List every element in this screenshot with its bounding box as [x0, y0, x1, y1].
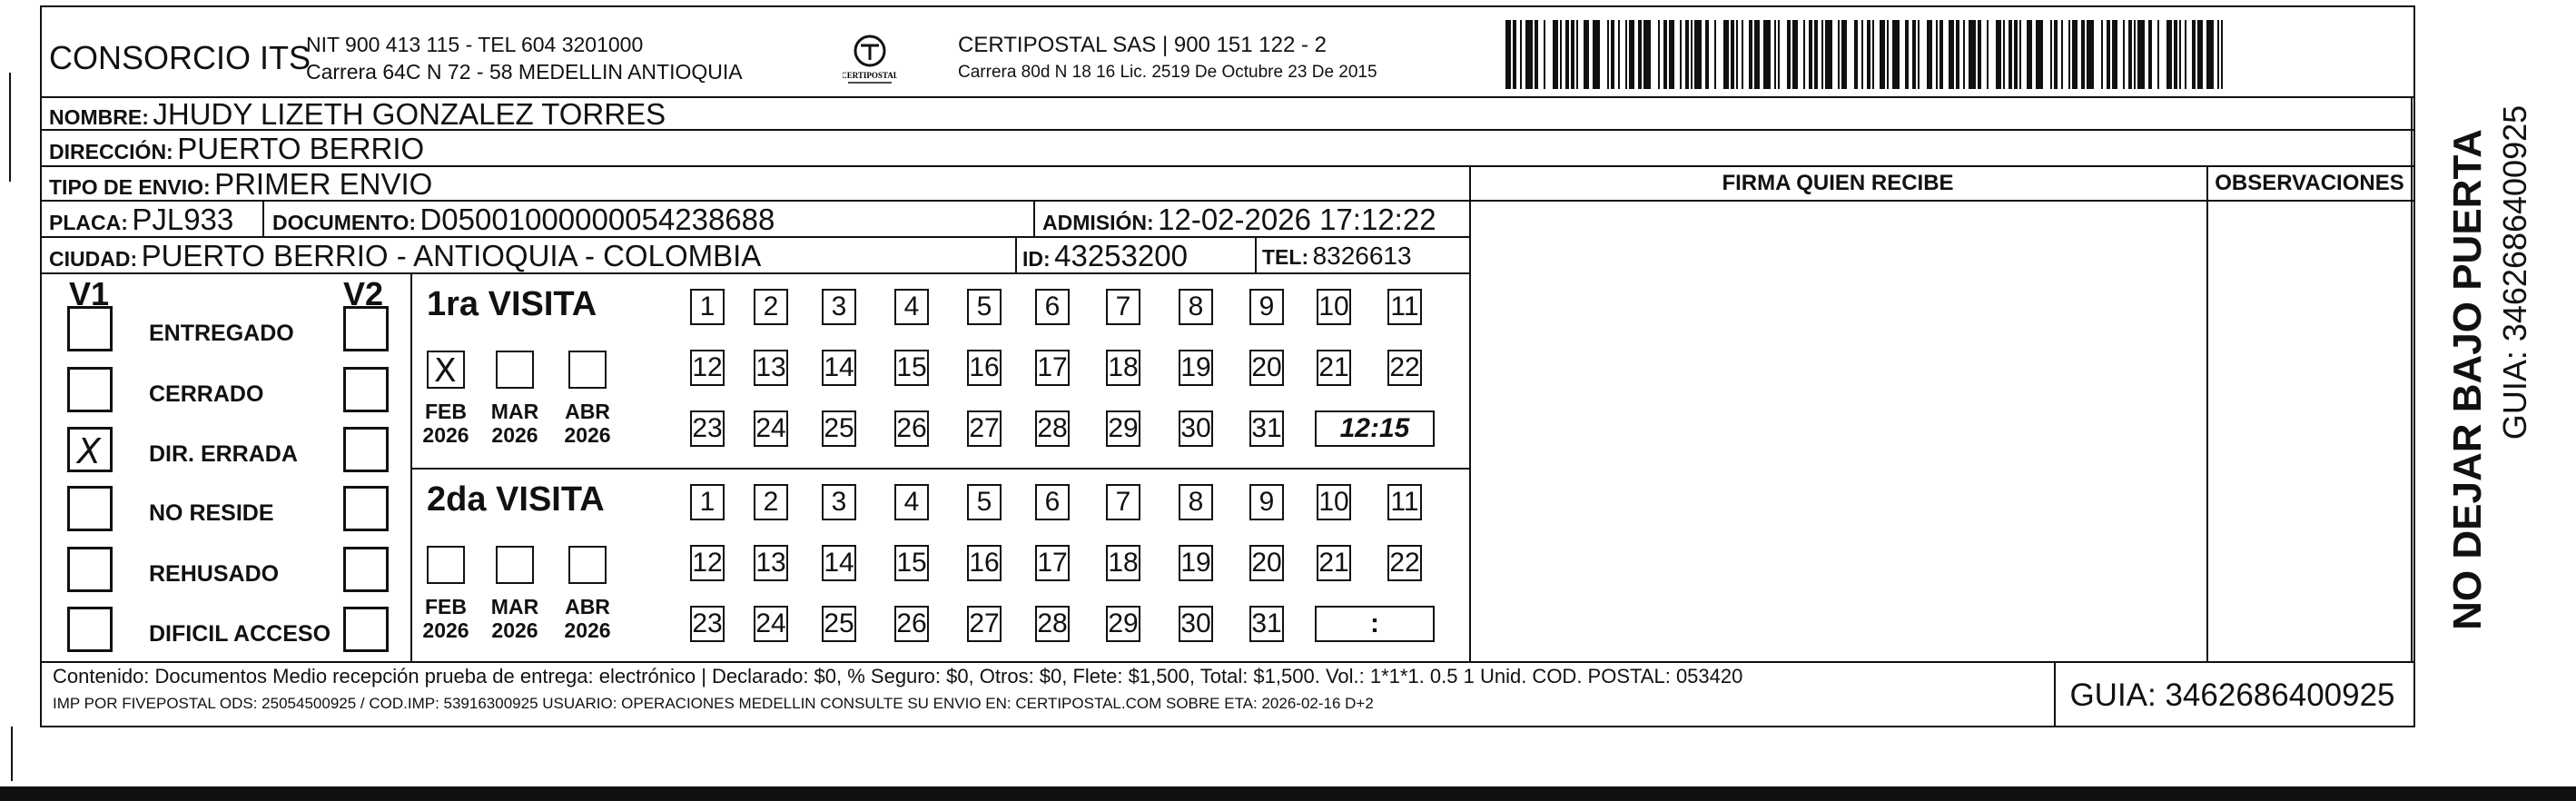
month-checkbox[interactable]: [568, 546, 607, 584]
v2-checkbox[interactable]: [343, 367, 389, 412]
time-box[interactable]: 12:15: [1315, 410, 1435, 447]
bottom-left-mark: [11, 727, 13, 781]
visit-title: 2da VISITA: [427, 480, 605, 519]
day-box[interactable]: 14: [822, 545, 856, 581]
day-box[interactable]: 14: [822, 350, 856, 386]
barcode-gap: [2094, 20, 2101, 89]
day-box[interactable]: 12: [690, 545, 725, 581]
v1-checkbox[interactable]: [67, 547, 113, 592]
month-checkbox[interactable]: [427, 351, 465, 389]
row-line-6: [410, 468, 1469, 470]
day-box[interactable]: 27: [967, 410, 1002, 447]
day-box[interactable]: 4: [894, 289, 929, 325]
documento-row: [272, 204, 775, 234]
barcode-gap: [2223, 20, 2230, 89]
day-box[interactable]: 2: [754, 289, 788, 325]
day-box[interactable]: 7: [1106, 484, 1140, 520]
id-value: 43253200: [1054, 239, 1188, 272]
month-label: [414, 400, 478, 448]
month-year: 2026: [491, 423, 538, 448]
v1-header: V1: [69, 275, 110, 312]
nit-line: NIT 900 413 115 - TEL 604 3201000: [306, 33, 644, 56]
barcode-bar: [1892, 20, 1900, 89]
day-box[interactable]: 23: [690, 410, 725, 447]
day-box[interactable]: 29: [1106, 606, 1140, 642]
no-dejar-bajo-puerta: NO DEJAR BAJO PUERTA: [2445, 129, 2490, 630]
v2-checkbox[interactable]: [343, 486, 389, 531]
barcode-gap: [1780, 20, 1787, 89]
month-checkbox[interactable]: [427, 546, 465, 584]
day-box[interactable]: 16: [967, 350, 1002, 386]
barcode-gap: [2043, 20, 2050, 89]
day-box[interactable]: 31: [1249, 410, 1284, 447]
admision-label: ADMISIÓN:: [1042, 211, 1154, 234]
nombre-row: [49, 99, 666, 129]
month-label: [483, 595, 547, 643]
barcode-bar: [2137, 20, 2145, 89]
tel-divider: [1255, 236, 1257, 272]
firma-header: FIRMA QUIEN RECIBE: [1722, 171, 1954, 195]
admision-row: [1042, 204, 1436, 234]
v1-check-mark: X: [77, 431, 102, 471]
day-box[interactable]: 28: [1035, 606, 1070, 642]
barcode-bar: [2036, 20, 2043, 89]
left-edge-mark: [9, 73, 11, 182]
barcode-gap: [1847, 20, 1854, 89]
v1-checkbox[interactable]: [67, 367, 113, 412]
day-box[interactable]: 12: [690, 350, 725, 386]
barcode-gap: [1989, 20, 1996, 89]
day-box[interactable]: 11: [1387, 484, 1422, 520]
documento-value: D05001000000054238688: [419, 203, 775, 236]
month-name: ABR: [565, 400, 610, 423]
nombre-label: NOMBRE:: [49, 105, 149, 129]
ciudad-value: PUERTO BERRIO - ANTIOQUIA - COLOMBIA: [141, 239, 762, 272]
day-box[interactable]: 5: [967, 484, 1002, 520]
day-box[interactable]: 22: [1387, 545, 1422, 581]
status-label: CERRADO: [149, 381, 264, 407]
day-box[interactable]: 30: [1179, 410, 1213, 447]
status-label: ENTREGADO: [149, 321, 294, 346]
tipo-envio-value: PRIMER ENVIO: [214, 167, 433, 201]
status-divider: [410, 272, 412, 661]
tel-value: 8326613: [1312, 242, 1412, 270]
barcode-bar: [1825, 20, 1832, 89]
v2-checkbox[interactable]: [343, 547, 389, 592]
day-box[interactable]: 9: [1249, 289, 1284, 325]
footer-top-line: [40, 661, 2415, 663]
id-divider: [1015, 236, 1017, 272]
day-box[interactable]: 27: [967, 606, 1002, 642]
barcode-bar: [1763, 20, 1771, 89]
day-box[interactable]: 26: [894, 606, 929, 642]
row-line-5: [40, 272, 1469, 274]
month-label: [556, 400, 619, 448]
documento-label: DOCUMENTO:: [272, 211, 417, 234]
day-box[interactable]: 13: [754, 545, 788, 581]
day-box[interactable]: 18: [1106, 350, 1140, 386]
v2-header: V2: [343, 275, 384, 312]
observaciones-left-border: [2206, 165, 2208, 661]
nombre-value: JHUDY LIZETH GONZALEZ TORRES: [153, 97, 666, 131]
barcode-gap: [1545, 20, 1553, 89]
v2-checkbox[interactable]: [343, 427, 389, 472]
admision-value: 12-02-2026 17:12:22: [1158, 203, 1436, 236]
ciudad-row: [49, 241, 761, 271]
side-right-border: [2411, 96, 2413, 661]
month-year: 2026: [422, 618, 469, 643]
status-label: DIFICIL ACCESO: [149, 621, 331, 647]
month-checkbox[interactable]: [568, 351, 607, 389]
placa-row: [49, 204, 233, 234]
month-checkbox[interactable]: [496, 351, 534, 389]
footer-guia-box: GUIA: 3462686400925: [2069, 677, 2395, 713]
month-name: ABR: [565, 595, 610, 618]
barcode-bar: [1969, 20, 1976, 89]
time-box[interactable]: :: [1315, 606, 1435, 642]
day-box[interactable]: 6: [1035, 484, 1070, 520]
day-box[interactable]: 17: [1035, 350, 1070, 386]
firma-left-border: [1469, 165, 1471, 661]
day-box[interactable]: 17: [1035, 545, 1070, 581]
direccion-value: PUERTO BERRIO: [177, 132, 425, 165]
id-label: ID:: [1022, 247, 1051, 271]
footer-imp: IMP POR FIVEPOSTAL ODS: 25054500925 / COD.IMP: 53916300925 USUARIO: OPERACIONES MEDELLIN CONSULTE SU ENVIO EN: CERTIPOSTAL.COM SOBRE ETA: 2026-02-16 D+2: [53, 695, 1374, 712]
direccion-row: [49, 134, 424, 163]
day-box[interactable]: 18: [1106, 545, 1140, 581]
barcode-gap: [1716, 20, 1723, 89]
day-box[interactable]: 23: [690, 606, 725, 642]
month-year: 2026: [564, 423, 611, 448]
v1-checkbox[interactable]: [67, 607, 113, 652]
day-box[interactable]: 30: [1179, 606, 1213, 642]
certipostal-line-1: CERTIPOSTAL SAS | 900 151 122 - 2: [958, 33, 1327, 57]
day-box[interactable]: 15: [894, 545, 929, 581]
logo-text: CERTIPOSTAL: [843, 71, 897, 80]
day-box[interactable]: 1: [690, 289, 725, 325]
status-label: REHUSADO: [149, 561, 280, 587]
month-year: 2026: [422, 423, 469, 448]
placa-value: PJL933: [132, 203, 234, 236]
placa-label: PLACA:: [49, 211, 128, 234]
day-box[interactable]: 3: [822, 289, 856, 325]
day-box[interactable]: 9: [1249, 484, 1284, 520]
bottom-black-bar: [0, 786, 2576, 801]
day-box[interactable]: 20: [1249, 545, 1284, 581]
day-box[interactable]: 8: [1179, 289, 1213, 325]
observaciones-header: OBSERVACIONES: [2215, 171, 2404, 195]
day-box[interactable]: 21: [1317, 545, 1351, 581]
v2-checkbox[interactable]: [343, 306, 389, 351]
day-box[interactable]: 7: [1106, 289, 1140, 325]
tel-label: TEL:: [1262, 245, 1309, 269]
admision-divider: [1033, 200, 1035, 236]
day-box[interactable]: 31: [1249, 606, 1284, 642]
ciudad-label: CIUDAD:: [49, 247, 138, 271]
firma-header-line: [1469, 200, 2411, 202]
certipostal-logo: [843, 33, 897, 85]
day-box[interactable]: 26: [894, 410, 929, 447]
month-name: MAR: [490, 400, 539, 423]
day-box[interactable]: 6: [1035, 289, 1070, 325]
month-checkbox[interactable]: [496, 546, 534, 584]
day-box[interactable]: 10: [1317, 289, 1351, 325]
day-box[interactable]: 19: [1179, 545, 1213, 581]
day-box[interactable]: 5: [967, 289, 1002, 325]
v1-checkbox[interactable]: [67, 486, 113, 531]
day-box[interactable]: 1: [690, 484, 725, 520]
side-guia: GUIA: 3462686400925: [2496, 104, 2533, 440]
barcode-gap: [1651, 20, 1658, 89]
month-name: FEB: [425, 400, 467, 423]
barcode-gap: [1600, 20, 1607, 89]
tipo-envio-label: TIPO DE ENVIO:: [49, 175, 211, 199]
day-box[interactable]: 4: [894, 484, 929, 520]
status-label: DIR. ERRADA: [149, 441, 298, 467]
visit-title: 1ra VISITA: [427, 285, 597, 323]
id-row: [1022, 241, 1188, 271]
certipostal-logo-icon: [843, 33, 897, 85]
v1-checkbox[interactable]: [67, 427, 113, 472]
day-box[interactable]: 28: [1035, 410, 1070, 447]
certipostal-line-2: Carrera 80d N 18 16 Lic. 2519 De Octubre 23 De 2015: [958, 63, 1377, 82]
month-label: [556, 595, 619, 643]
footer-contenido: Contenido: Documentos Medio recepción prueba de entrega: electrónico | Declarado: $0, % Seguro: $0, Otros: $0, Flete: $1,500, Total: $1,500. Vol.: 1*1*1. 0.5 1 Unid. COD. POSTAL: 053420: [53, 665, 1743, 687]
v2-checkbox[interactable]: [343, 607, 389, 652]
day-box[interactable]: 21: [1317, 350, 1351, 386]
barcode-bar: [1525, 20, 1533, 89]
month-name: MAR: [490, 595, 539, 618]
barcode-bar: [2206, 20, 2214, 89]
barcode-bar: [1694, 20, 1702, 89]
month-name: FEB: [425, 595, 467, 618]
day-box[interactable]: 24: [754, 606, 788, 642]
status-label: NO RESIDE: [149, 500, 274, 526]
month-label: [414, 595, 478, 643]
day-box[interactable]: 22: [1387, 350, 1422, 386]
barcode-bar: [1643, 20, 1651, 89]
day-box[interactable]: 10: [1317, 484, 1351, 520]
barcode-bar: [2087, 20, 2094, 89]
day-box[interactable]: 2: [754, 484, 788, 520]
barcode-gap: [1920, 20, 1927, 89]
v1-checkbox[interactable]: [67, 306, 113, 351]
company-address: Carrera 64C N 72 - 58 MEDELLIN ANTIOQUIA: [306, 60, 743, 84]
placa-divider: [262, 200, 264, 236]
tipo-envio-row: [49, 169, 432, 199]
barcode-bar: [1593, 20, 1600, 89]
month-label: [483, 400, 547, 448]
month-year: 2026: [491, 618, 538, 643]
day-box[interactable]: 29: [1106, 410, 1140, 447]
day-box[interactable]: 8: [1179, 484, 1213, 520]
day-box[interactable]: 25: [822, 606, 856, 642]
month-year: 2026: [564, 618, 611, 643]
month-check-mark: X: [434, 352, 457, 390]
day-box[interactable]: 11: [1387, 289, 1422, 325]
barcode: [1505, 20, 2232, 89]
day-box[interactable]: 13: [754, 350, 788, 386]
tel-row: [1262, 243, 1412, 269]
company-name: CONSORCIO ITS: [49, 39, 311, 76]
day-box[interactable]: 3: [822, 484, 856, 520]
day-box[interactable]: 16: [967, 545, 1002, 581]
day-box[interactable]: 20: [1249, 350, 1284, 386]
barcode-gap: [2159, 20, 2166, 89]
day-box[interactable]: 24: [754, 410, 788, 447]
day-box[interactable]: 19: [1179, 350, 1213, 386]
day-box[interactable]: 25: [822, 410, 856, 447]
day-box[interactable]: 15: [894, 350, 929, 386]
direccion-label: DIRECCIÓN:: [49, 140, 173, 163]
